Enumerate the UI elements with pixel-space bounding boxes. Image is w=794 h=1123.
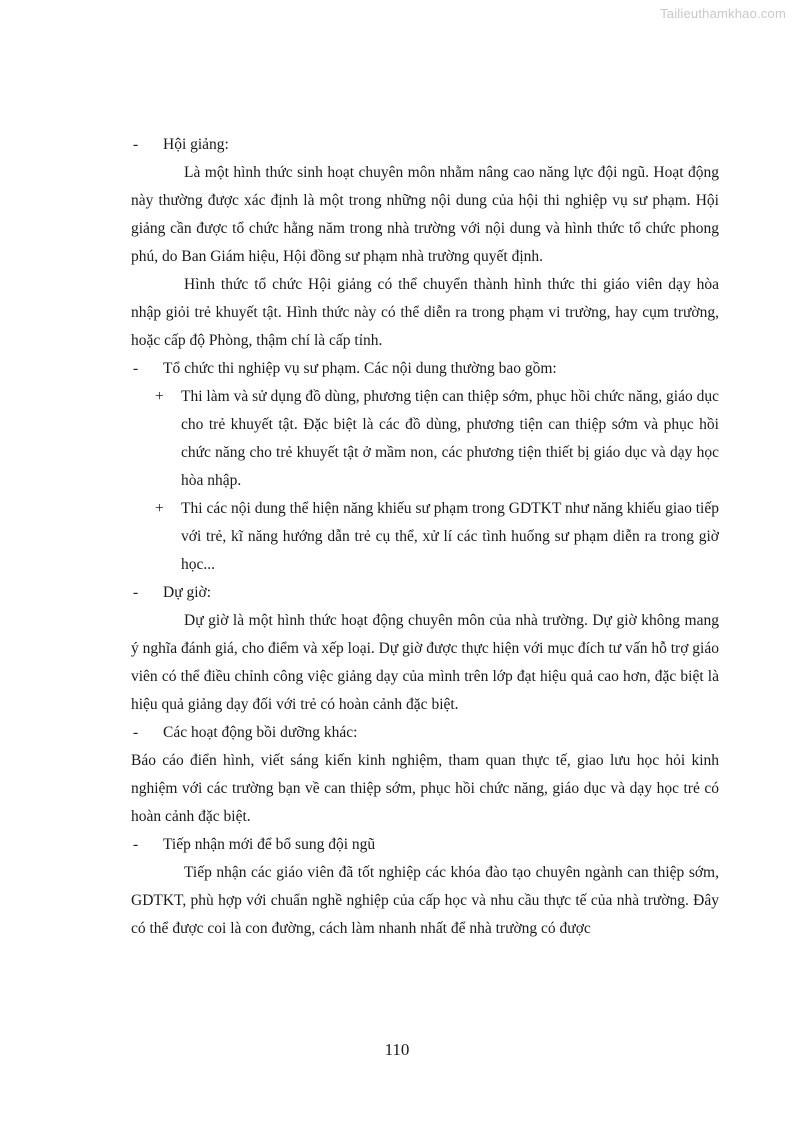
paragraph: Dự giờ là một hình thức hoạt động chuyên môn của nhà trường. Dự giờ không mang ý nghĩa đánh giá, cho điểm và xếp loại. Dự giờ được thực hiện với mục đích tư vấn hỗ trợ giáo viên có thể điều chỉnh công việc giảng dạy của mình trên lớp đạt hiệu quả cao hơn, đặc biệt là hiệu quả giảng dạy đối với trẻ có hoàn cảnh đặc biệt. <box>131 612 719 713</box>
sub-bullet-text: Thi làm và sử dụng đồ dùng, phương tiện can thiệp sớm, phục hồi chức năng, giáo dục cho trẻ khuyết tật. Đặc biệt là các đồ dùng, phương tiện can thiệp sớm và phục hồi chức năng cho trẻ khuyết tật ở mầm non, các phương tiện thiết bị giáo dục và dạy học hòa nhập. <box>181 388 719 489</box>
bullet-mark: - <box>133 836 139 853</box>
bullet-item <box>131 831 719 859</box>
bullet-text: Hội giảng: <box>163 136 229 153</box>
paragraph: Tiếp nhận các giáo viên đã tốt nghiệp các khóa đào tạo chuyên ngành can thiệp sớm, GDTKT, phù hợp với chuẩn nghề nghiệp của cấp học và nhu cầu thực tế của nhà trường. Đây có thể được coi là con đường, cách làm nhanh nhất để nhà trường có được <box>131 864 719 937</box>
paragraph: Là một hình thức sinh hoạt chuyên môn nhằm nâng cao năng lực đội ngũ. Hoạt động này thường được xác định là một trong những nội dung của hội thi nghiệp vụ sư phạm. Hội giảng cần được tổ chức hằng năm trong nhà trường với nội dung và hình thức tổ chức phong phú, do Ban Giám hiệu, Hội đồng sư phạm nhà trường quyết định. <box>131 164 719 265</box>
paragraph: Hình thức tổ chức Hội giảng có thể chuyển thành hình thức thi giáo viên dạy hòa nhập giỏi trẻ khuyết tật. Hình thức này có thể diễn ra trong phạm vi trường, hay cụm trường, hoặc cấp độ Phòng, thậm chí là cấp tỉnh. <box>131 276 719 349</box>
document-body <box>131 131 719 943</box>
bullet-item <box>131 579 719 607</box>
bullet-item <box>131 131 719 159</box>
sub-bullet-mark: + <box>155 388 164 405</box>
bullet-text: Các hoạt động bồi dưỡng khác: <box>163 724 358 741</box>
bullet-mark: - <box>133 584 139 601</box>
paragraph: Báo cáo điển hình, viết sáng kiến kinh nghiệm, tham quan thực tế, giao lưu học hỏi kinh nghiệm với các trường bạn về can thiệp sớm, phục hồi chức năng, giáo dục và dạy học trẻ có hoàn cảnh đặc biệt. <box>131 752 719 825</box>
sub-bullet-item <box>131 495 719 579</box>
bullet-text: Tổ chức thi nghiệp vụ sư phạm. Các nội dung thường bao gồm: <box>163 360 557 377</box>
bullet-mark: - <box>133 360 139 377</box>
bullet-mark: - <box>133 136 139 153</box>
bullet-item <box>131 719 719 747</box>
bullet-text: Tiếp nhận mới để bổ sung đội ngũ <box>163 836 376 853</box>
watermark-text: Tailieuthamkhao.com <box>660 6 786 21</box>
sub-bullet-mark: + <box>155 500 164 517</box>
page-number: 110 <box>384 1040 410 1059</box>
sub-bullet-text: Thi các nội dung thể hiện năng khiếu sư phạm trong GDTKT như năng khiếu giao tiếp với trẻ, kĩ năng hướng dẫn trẻ cụ thể, xử lí các tình huống sư phạm diễn ra trong giờ học... <box>181 500 719 573</box>
bullet-text: Dự giờ: <box>163 584 212 601</box>
bullet-mark: - <box>133 724 139 741</box>
sub-bullet-item <box>131 383 719 495</box>
bullet-item <box>131 355 719 383</box>
